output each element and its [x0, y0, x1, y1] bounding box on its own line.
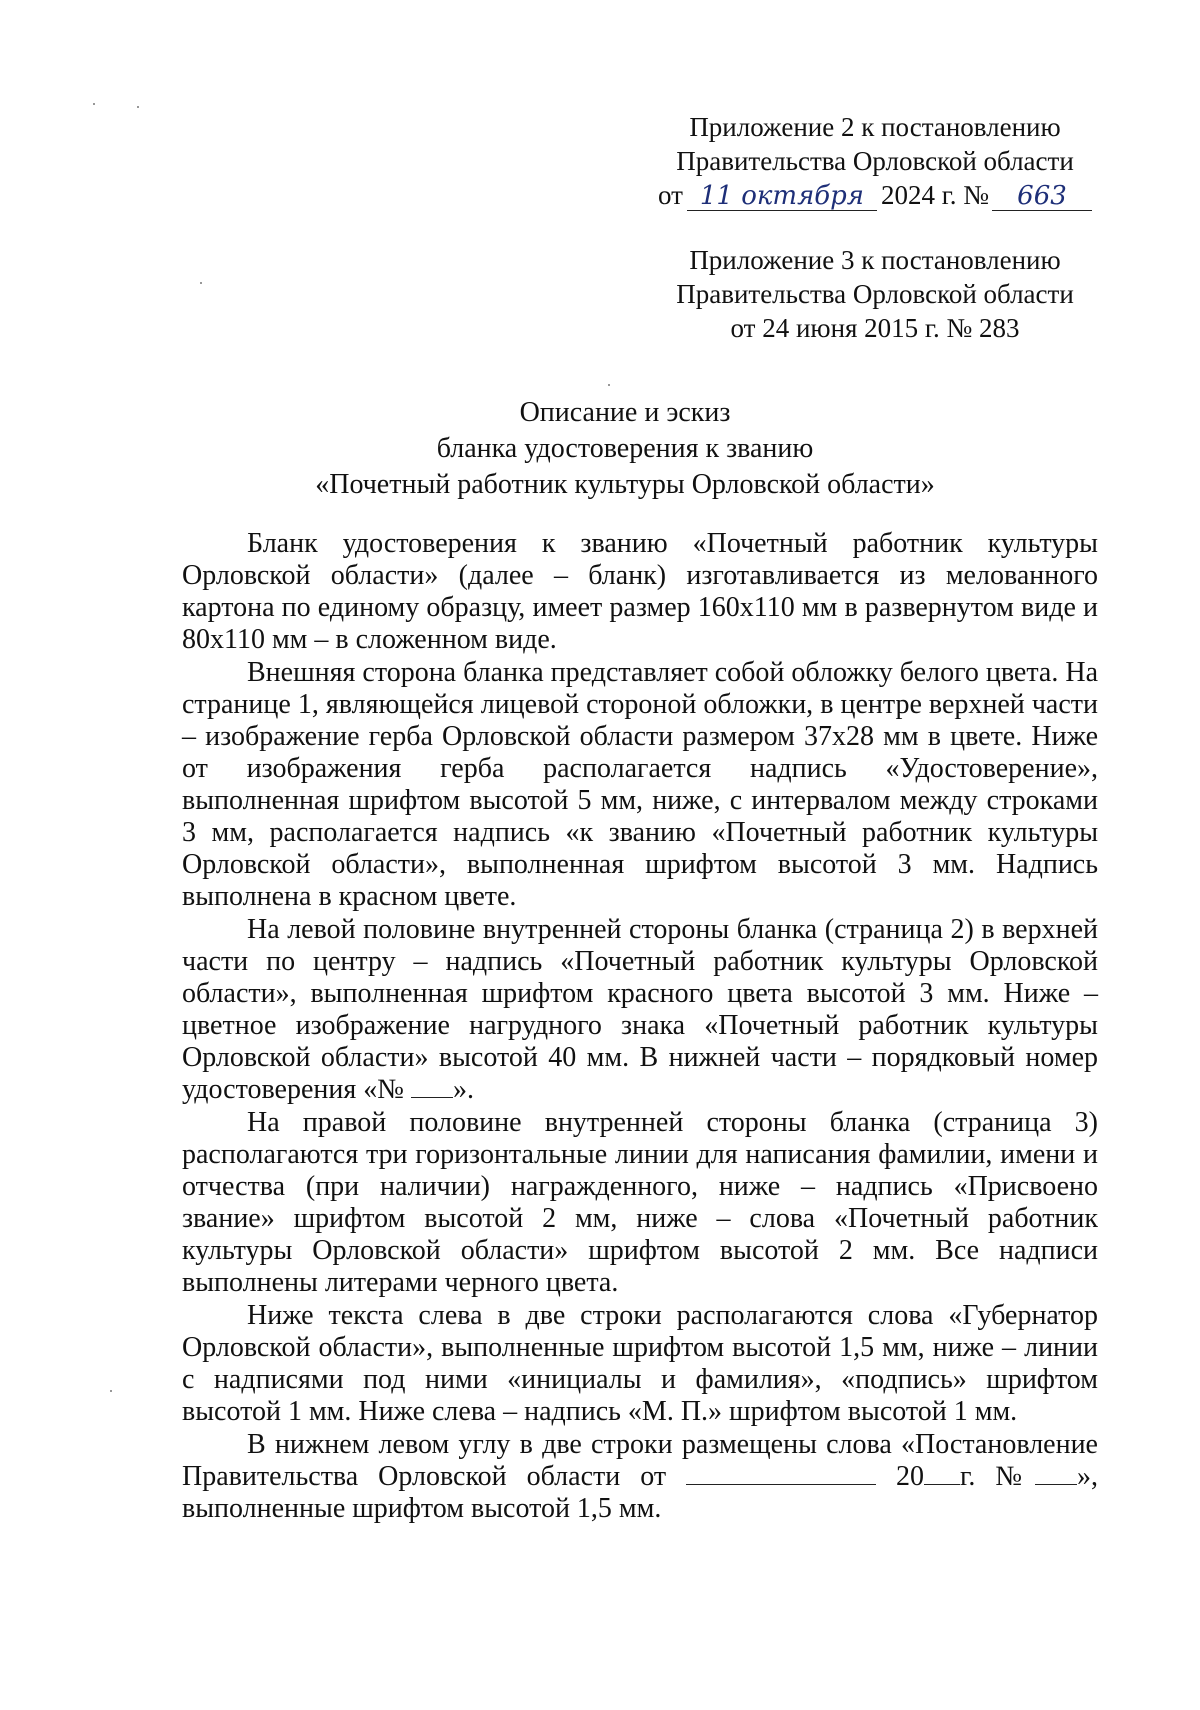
year-prefix: 20 — [896, 1461, 925, 1492]
scan-speck — [200, 282, 202, 284]
resolution-number-blank-line — [1035, 1462, 1077, 1485]
handwritten-date: 11 октября — [687, 182, 877, 211]
title-line2: бланка удостоверения к званию — [436, 433, 814, 464]
document-body — [182, 528, 1098, 1526]
paragraph-4: На правой половине внутренней стороны бланка (страница 3) располагаются три горизонтальные линии для написания фамилии, имени и отчества (при наличии) награжденного, ниже – надпись «Присвоено звание» шрифтом высотой 2 мм, ниже – слова «Почетный работник культуры Орловской области» шрифтом высотой 2 мм. Все надписи выполнены литерами черного цвета. — [182, 1107, 1098, 1298]
paragraph-3-text: На левой половине внутренней стороны бланка (страница 2) в верхней части по центру – надпись «Почетный работник культуры Орловской области», выполненная шрифтом красного цвета высотой 3 мм. Ниже – цветное изображение нагрудного знака «Почетный работник культуры Орловской области» высотой 40 мм. В нижней части – порядковый номер удостоверения «№ — [182, 914, 1098, 1105]
date-blank-line — [686, 1462, 876, 1485]
appendix-2-header — [640, 110, 1110, 212]
scan-speck — [608, 384, 610, 386]
appendix-2-line1: Приложение 2 к постановлению — [689, 112, 1061, 142]
title-line1: Описание и эскиз — [519, 397, 731, 428]
appendix-2-date-line — [640, 178, 1110, 212]
appendix-3-line3: от 24 июня 2015 г. № 283 — [730, 313, 1020, 343]
number-blank-line — [411, 1075, 453, 1098]
scan-speck — [93, 103, 95, 105]
appendix-2-year: 2024 г. № — [880, 180, 989, 210]
paragraph-3 — [182, 914, 1098, 1106]
document-title — [200, 395, 1050, 503]
title-line3: «Почетный работник культуры Орловской области» — [315, 469, 935, 500]
year-blank-line — [924, 1462, 960, 1485]
paragraph-3-end: ». — [452, 1074, 474, 1105]
appendix-2-line2: Правительства Орловской области — [676, 146, 1074, 176]
paragraph-2: Внешняя сторона бланка представляет собой обложку белого цвета. На странице 1, являющейся лицевой стороной обложки, в центре верхней части – изображение герба Орловской области размером 37х28 мм в цвете. Ниже от изображения герба располагается надпись «Удостоверение», выполненная шрифтом высотой 5 мм, ниже, с интервалом между строками 3 мм, располагается надпись «к званию «Почетный работник культуры Орловской области», выполненная шрифтом высотой 3 мм. Надпись выполнена в красном цвете. — [182, 657, 1098, 912]
paragraph-6 — [182, 1429, 1098, 1525]
appendix-2-from-prefix: от — [658, 180, 683, 210]
paragraph-5: Ниже текста слева в две строки располагаются слова «Губернатор Орловской области», выполненные шрифтом высотой 1,5 мм, ниже – линии с надписями под ними «инициалы и фамилия», «подпись» шрифтом высотой 1 мм. Ниже слева – надпись «М. П.» шрифтом высотой 1 мм. — [182, 1300, 1098, 1427]
appendix-3-header — [640, 243, 1110, 345]
appendix-3-line2: Правительства Орловской области — [676, 279, 1074, 309]
paragraph-1: Бланк удостоверения к званию «Почетный работник культуры Орловской области» (далее – бланк) изготавливается из мелованного картона по единому образцу, имеет размер 160х110 мм в развернутом виде и 80х110 мм – в сложенном виде. — [182, 528, 1098, 655]
scan-speck — [110, 1390, 112, 1392]
appendix-3-line1: Приложение 3 к постановлению — [689, 245, 1061, 275]
number-sign: г. № — [960, 1461, 1036, 1492]
handwritten-number: 663 — [992, 182, 1092, 211]
scan-speck — [137, 106, 139, 108]
paragraph-6-text: В нижнем левом углу в две строки размещены слова «Постановление Правительства Орловской области от — [182, 1429, 1098, 1492]
paragraph-6-tail: », выполненные шрифтом высотой 1,5 мм. — [182, 1461, 1099, 1524]
